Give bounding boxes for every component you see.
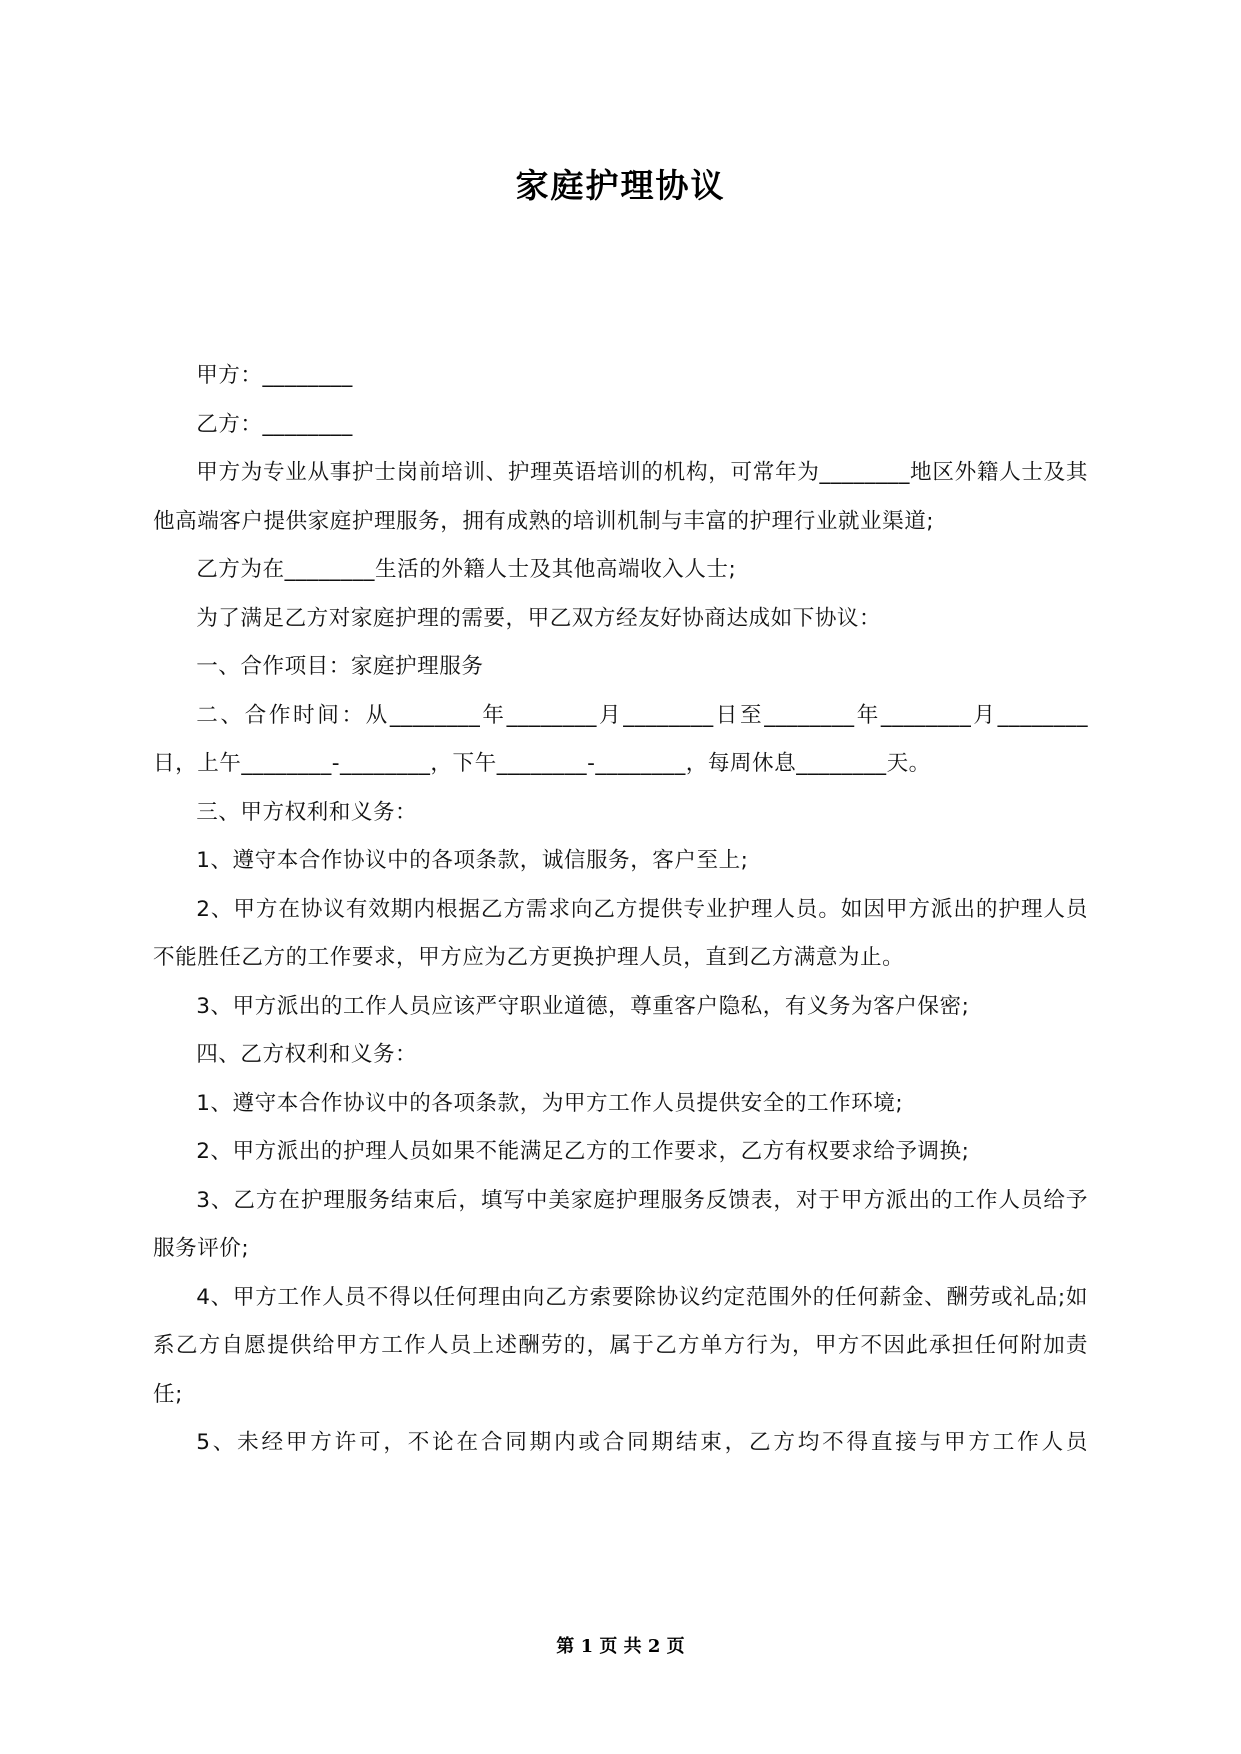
section-4-clause-1: 1、遵守本合作协议中的各项条款，为甲方工作人员提供安全的工作环境;: [196, 1090, 904, 1116]
section-4-clause-4: 4、甲方工作人员不得以任何理由向乙方索要除协议约定范围外的任何薪金、酬劳或礼品;如系乙方自愿提供给甲方工作人员上述酬劳的，属于乙方单方行为，甲方不因此承担任何附加责任;: [153, 1284, 1088, 1407]
section-2-cooperation-time: 二、合作时间：从________年________月________日至________年________月________日，上午________-________，下午________-________，每周休息________天。: [153, 702, 1088, 776]
section-3-clause-3: 3、甲方派出的工作人员应该严守职业道德，尊重客户隐私，有义务为客户保密;: [196, 993, 970, 1019]
section-3-clause-2: 2、甲方在协议有效期内根据乙方需求向乙方提供专业护理人员。如因甲方派出的护理人员不能胜任乙方的工作要求，甲方应为乙方更换护理人员，直到乙方满意为止。: [153, 896, 1088, 970]
section-3-heading: 三、甲方权利和义务：: [196, 799, 418, 825]
section-4-clause-3: 3、乙方在护理服务结束后，填写中美家庭护理服务反馈表，对于甲方派出的工作人员给予服务评价;: [153, 1187, 1088, 1261]
party-a-description: 甲方为专业从事护士岗前培训、护理英语培训的机构，可常年为________地区外籍人士及其他高端客户提供家庭护理服务，拥有成熟的培训机制与丰富的护理行业就业渠道;: [153, 460, 1088, 534]
party-a-line: 甲方：________: [196, 363, 353, 388]
section-4-clause-5: 5、未经甲方许可，不论在合同期内或合同期结束，乙方均不得直接与甲方工作人员: [196, 1430, 1088, 1455]
page-number-footer: 第 1 页 共 2 页: [556, 1636, 685, 1657]
party-b-line: 乙方：________: [196, 411, 353, 437]
section-4-heading: 四、乙方权利和义务：: [196, 1042, 418, 1067]
section-1-cooperation-item: 一、合作项目：家庭护理服务: [196, 654, 484, 679]
agreement-intro: 为了满足乙方对家庭护理的需要，甲乙双方经友好协商达成如下协议：: [196, 605, 882, 631]
document-title: 家庭护理协议: [515, 166, 726, 205]
section-4-clause-2: 2、甲方派出的护理人员如果不能满足乙方的工作要求，乙方有权要求给予调换;: [196, 1139, 970, 1164]
section-3-clause-1: 1、遵守本合作协议中的各项条款，诚信服务，客户至上;: [196, 848, 749, 873]
party-b-description: 乙方为在________生活的外籍人士及其他高端收入人士;: [196, 557, 737, 582]
document-body: [153, 352, 1088, 1468]
